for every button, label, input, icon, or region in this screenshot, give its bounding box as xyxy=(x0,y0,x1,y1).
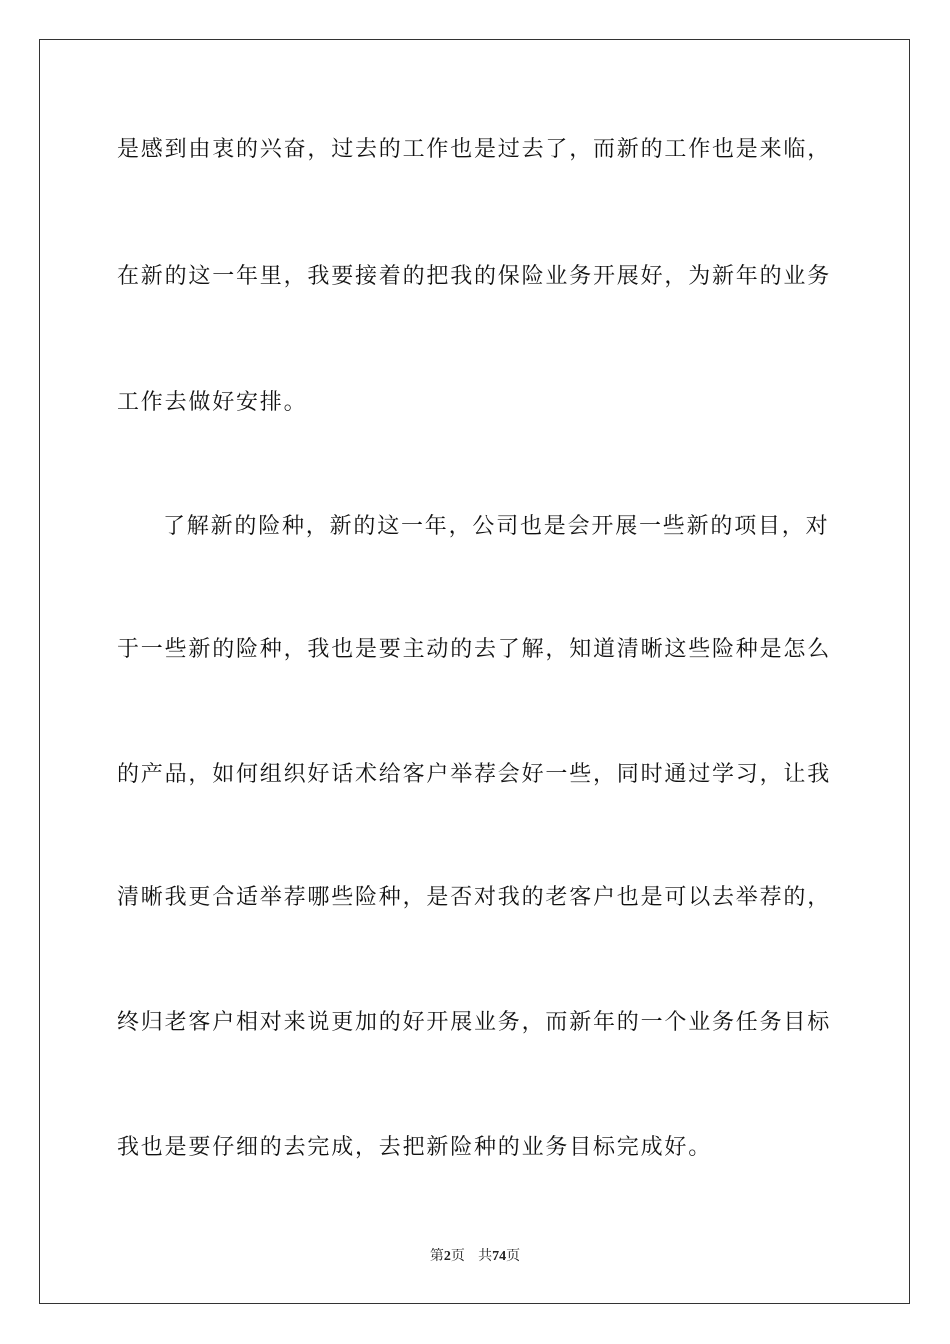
page-suffix: 页 xyxy=(450,1248,465,1264)
body-line-1: 是感到由衷的兴奋，过去的工作也是过去了，而新的工作也是来临， xyxy=(117,137,832,162)
body-line-5: 于一些新的险种，我也是要主动的去了解，知道清晰这些险种是怎么 xyxy=(117,637,832,662)
page-border xyxy=(39,39,910,1304)
body-line-4-paragraph-start: 了解新的险种，新的这一年，公司也是会开展一些新的项目，对 xyxy=(163,514,830,539)
page-footer xyxy=(0,1246,950,1267)
body-line-6: 的产品，如何组织好话术给客户举荐会好一些，同时通过学习，让我 xyxy=(117,762,832,787)
body-line-2: 在新的这一年里，我要接着的把我的保险业务开展好，为新年的业务 xyxy=(117,264,832,289)
total-prefix: 共 xyxy=(478,1248,493,1264)
body-line-7: 清晰我更合适举荐哪些险种，是否对我的老客户也是可以去举荐的， xyxy=(117,885,832,910)
page-number: 2 xyxy=(443,1249,451,1264)
total-pages: 74 xyxy=(492,1249,507,1264)
page-prefix: 第 xyxy=(429,1248,444,1264)
total-suffix: 页 xyxy=(506,1248,521,1264)
body-line-8: 终归老客户相对来说更加的好开展业务，而新年的一个业务任务目标 xyxy=(117,1010,832,1035)
body-line-9: 我也是要仔细的去完成，去把新险种的业务目标完成好。 xyxy=(117,1135,713,1160)
body-line-3: 工作去做好安排。 xyxy=(117,390,308,415)
